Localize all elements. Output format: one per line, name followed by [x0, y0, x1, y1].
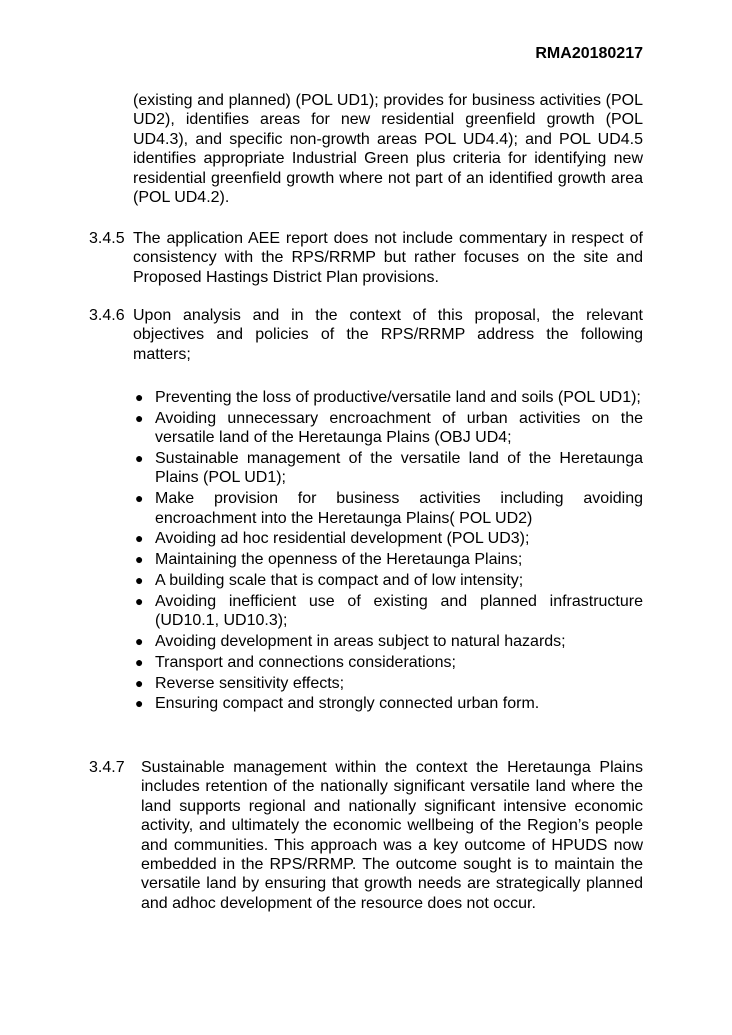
list-item-text: Reverse sensitivity effects; — [155, 674, 345, 692]
list-item — [135, 550, 643, 569]
bullet-icon: ● — [135, 572, 144, 588]
list-item — [135, 632, 643, 651]
list-item-text: A building scale that is compact and of low intensity; — [155, 572, 524, 589]
bullet-icon: ● — [135, 389, 144, 405]
list-item — [135, 489, 643, 528]
list-item — [135, 571, 643, 590]
bullet-icon: ● — [135, 530, 144, 547]
list-item-text: Transport and connections considerations; — [155, 653, 456, 671]
bullet-icon: ● — [135, 695, 144, 712]
paragraph-3-4-6: Upon analysis and in the context of this proposal, the relevant objectives and policies of the RPS/RRMP address the following matters; — [133, 307, 643, 363]
list-item-text: Maintaining the openness of the Heretaunga Plains; — [155, 551, 523, 569]
paragraph-number-3-4-7: 3.4.7 — [89, 759, 125, 776]
list-item — [135, 388, 643, 407]
bullet-icon: ● — [135, 450, 144, 466]
list-item — [135, 653, 643, 672]
matters-list — [135, 388, 643, 715]
list-item — [135, 409, 643, 448]
list-item-text: Avoiding ad hoc residential development (POL UD3); — [155, 530, 530, 548]
bullet-icon: ● — [135, 633, 144, 649]
list-item — [135, 674, 643, 693]
list-item-text: Preventing the loss of productive/versatile land and soils (POL UD1); — [155, 389, 641, 406]
list-item — [135, 529, 643, 548]
list-item-text: Sustainable management of the versatile land of the Heretaunga Plains (POL UD1); — [155, 450, 643, 487]
paragraph-3-4-7: Sustainable management within the context the Heretaunga Plains includes retention of the nationally significant versatile land where the land supports regional and nationally significant intensive economic activity, and ultimately the economic wellbeing of the Region’s people and communities. This approach was a key outcome of HPUDS now embedded in the RPS/RRMP. The outcome sought is to maintain the versatile land by ensuring that growth needs are strategically planned and adhoc development of the resource does not occur. — [141, 759, 643, 912]
list-item-text: Make provision for business activities including avoiding encroachment into the Heretaunga Plains( POL UD2) — [155, 490, 643, 527]
list-item — [135, 592, 643, 631]
bullet-icon: ● — [135, 409, 144, 426]
list-item-text: Avoiding development in areas subject to natural hazards; — [155, 633, 566, 650]
list-item-text: Ensuring compact and strongly connected urban form. — [155, 695, 540, 713]
list-item — [135, 449, 643, 488]
paragraph-number-3-4-5: 3.4.5 — [89, 230, 125, 247]
bullet-icon: ● — [135, 551, 144, 568]
bullet-icon: ● — [135, 653, 144, 670]
bullet-icon: ● — [135, 490, 144, 507]
list-item — [135, 694, 643, 713]
document-reference: RMA20180217 — [535, 45, 643, 62]
bullet-icon: ● — [135, 674, 144, 691]
bullet-icon: ● — [135, 592, 144, 609]
continued-paragraph: (existing and planned) (POL UD1); provides for business activities (POL UD2), identifies areas for new residential greenfield growth (POL UD4.3), and specific non-growth areas POL UD4.4); and POL UD4.5 identifies appropriate Industrial Green plus criteria for identifying new residential greenfield growth where not part of an identified growth area (POL UD4.2). — [133, 92, 643, 207]
list-item-text: Avoiding inefficient use of existing and planned infrastructure (UD10.1, UD10.3); — [155, 592, 643, 630]
paragraph-3-4-5: The application AEE report does not include commentary in respect of consistency with the RPS/RRMP but rather focuses on the site and Proposed Hastings District Plan provisions. — [133, 230, 643, 286]
paragraph-number-3-4-6: 3.4.6 — [89, 307, 125, 324]
list-item-text: Avoiding unnecessary encroachment of urban activities on the versatile land of the Heretaunga Plains (OBJ UD4; — [155, 409, 643, 447]
